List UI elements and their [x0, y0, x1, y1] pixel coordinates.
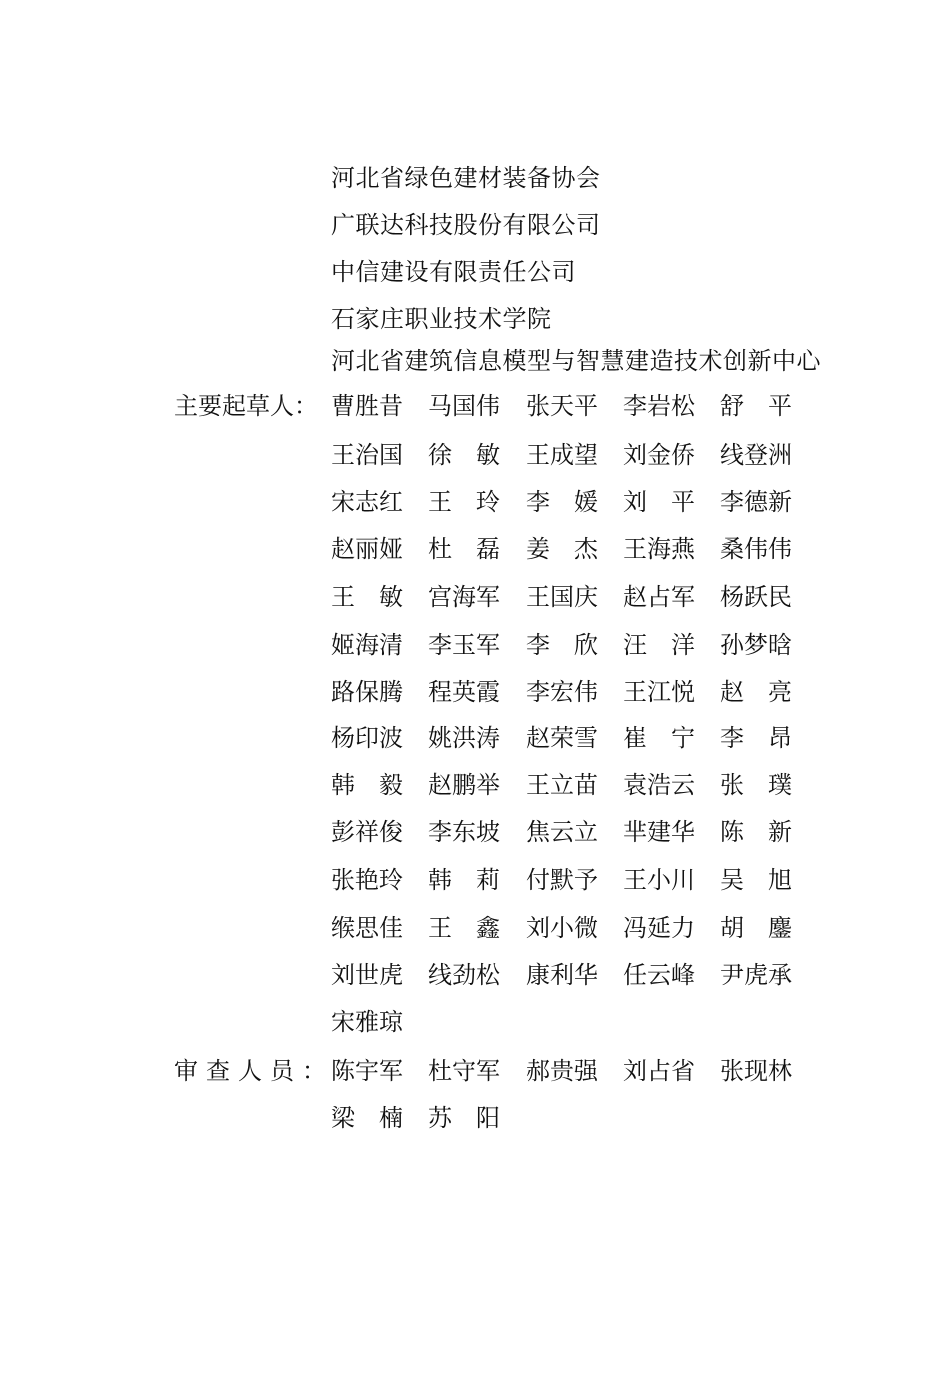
drafter-name: 袁浩云: [623, 771, 695, 799]
drafter-name: 李 媛: [526, 488, 598, 516]
drafter-name: 李岩松: [623, 392, 695, 420]
drafter-name: 张艳玲: [331, 866, 403, 894]
drafter-name: 姜 杰: [526, 535, 598, 563]
drafter-name: 杜 磊: [428, 535, 500, 563]
organization-line: 石家庄职业技术学院: [331, 305, 552, 333]
drafter-name: 王成望: [526, 441, 598, 469]
drafter-name: 桑伟伟: [720, 535, 792, 563]
drafter-name: 刘小微: [526, 914, 598, 942]
reviewer-name: 梁 楠: [331, 1104, 403, 1132]
drafter-name: 李玉军: [428, 631, 500, 659]
drafter-name: 王立苗: [526, 771, 598, 799]
reviewer-name: 张现林: [720, 1057, 792, 1085]
drafter-name: 线登洲: [720, 441, 792, 469]
drafter-name: 王 敏: [331, 583, 403, 611]
drafter-name: 王海燕: [623, 535, 695, 563]
drafter-name: 李 昂: [720, 724, 792, 752]
drafter-name: 康利华: [526, 961, 598, 989]
drafter-name: 杨跃民: [720, 583, 792, 611]
drafter-name: 王江悦: [623, 678, 695, 706]
drafter-name: 芈建华: [623, 818, 695, 846]
drafter-name: 赵丽娅: [331, 535, 403, 563]
drafter-name: 张 璞: [720, 771, 792, 799]
drafter-name: 曹胜昔: [331, 392, 403, 420]
drafter-name: 王 玲: [428, 488, 500, 516]
drafter-name: 姬海清: [331, 631, 403, 659]
drafter-name: 王治国: [331, 441, 403, 469]
drafter-name: 刘世虎: [331, 961, 403, 989]
drafter-name: 舒 平: [720, 392, 792, 420]
drafter-name: 付默予: [526, 866, 598, 894]
organization-line: 广联达科技股份有限公司: [331, 211, 601, 239]
drafter-name: 宫海军: [428, 583, 500, 611]
reviewer-name: 陈宇军: [331, 1057, 403, 1085]
drafter-name: 焦云立: [526, 818, 598, 846]
reviewer-name: 刘占省: [623, 1057, 695, 1085]
drafter-name: 王 鑫: [428, 914, 500, 942]
drafter-name: 张天平: [526, 392, 598, 420]
drafter-name: 冯延力: [623, 914, 695, 942]
drafters-label: 主要起草人：: [174, 392, 318, 420]
drafter-name: 吴 旭: [720, 866, 792, 894]
drafter-name: 胡 鏖: [720, 914, 792, 942]
drafter-name: 马国伟: [428, 392, 500, 420]
drafter-name: 李宏伟: [526, 678, 598, 706]
drafter-name: 杨印波: [331, 724, 403, 752]
drafter-name: 刘 平: [623, 488, 695, 516]
reviewer-name: 杜守军: [428, 1057, 500, 1085]
reviewer-name: 苏 阳: [428, 1104, 500, 1132]
organization-line: 河北省建筑信息模型与智慧建造技术创新中心: [331, 347, 821, 375]
drafter-name: 李东坡: [428, 818, 500, 846]
drafter-name: 赵占军: [623, 583, 695, 611]
drafter-name: 宋志红: [331, 488, 403, 516]
drafter-name: 彭祥俊: [331, 818, 403, 846]
drafter-name: 韩 毅: [331, 771, 403, 799]
drafter-name: 宋雅琼: [331, 1008, 403, 1036]
drafter-name: 尹虎承: [720, 961, 792, 989]
drafter-name: 王国庆: [526, 583, 598, 611]
drafter-name: 李德新: [720, 488, 792, 516]
drafter-name: 汪 洋: [623, 631, 695, 659]
drafter-name: 线劲松: [428, 961, 500, 989]
drafter-name: 韩 莉: [428, 866, 500, 894]
drafter-name: 陈 新: [720, 818, 792, 846]
drafter-name: 赵鹏举: [428, 771, 500, 799]
drafter-name: 程英霞: [428, 678, 500, 706]
organization-line: 河北省绿色建材装备协会: [331, 164, 601, 192]
drafter-name: 赵 亮: [720, 678, 792, 706]
drafter-name: 王小川: [623, 866, 695, 894]
drafter-name: 徐 敏: [428, 441, 500, 469]
drafter-name: 路保腾: [331, 678, 403, 706]
drafter-name: 任云峰: [623, 961, 695, 989]
drafter-name: 缑思佳: [331, 914, 403, 942]
drafter-name: 赵荣雪: [526, 724, 598, 752]
drafter-name: 李 欣: [526, 631, 598, 659]
drafter-name: 姚洪涛: [428, 724, 500, 752]
drafter-name: 孙梦晗: [720, 631, 792, 659]
drafter-name: 崔 宁: [623, 724, 695, 752]
reviewer-name: 郝贵强: [526, 1057, 598, 1085]
reviewers-label: 审查人员：: [174, 1057, 334, 1085]
drafter-name: 刘金侨: [623, 441, 695, 469]
organization-line: 中信建设有限责任公司: [331, 258, 576, 286]
